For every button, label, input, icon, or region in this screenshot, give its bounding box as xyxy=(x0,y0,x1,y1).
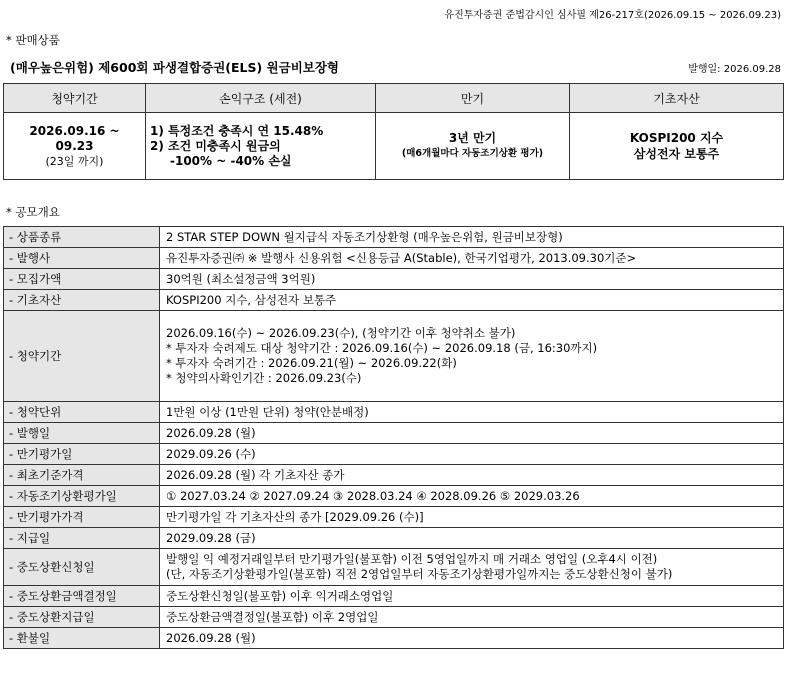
table-row xyxy=(4,423,784,444)
table-row xyxy=(4,402,784,423)
row-label: - 만기평가일 xyxy=(4,444,160,465)
offering-table xyxy=(3,226,784,649)
table-row xyxy=(4,465,784,486)
table-row xyxy=(4,528,784,549)
summary-maturity-cell xyxy=(376,113,570,180)
summary-table xyxy=(3,83,784,180)
period-end: 09.23 xyxy=(55,138,94,153)
period-days: (23일 까지) xyxy=(45,154,104,168)
row-label: - 자동조기상환평가일 xyxy=(4,486,160,507)
section-offering-heading: * 공모개요 xyxy=(6,205,60,219)
row-label: - 기초자산 xyxy=(4,290,160,311)
payoff-line-3: -100% ~ -40% 손실 xyxy=(170,153,292,168)
row-label: - 지급일 xyxy=(4,528,160,549)
row-label: - 모집가액 xyxy=(4,269,160,290)
table-row xyxy=(4,486,784,507)
table-row xyxy=(4,227,784,248)
table-row xyxy=(4,290,784,311)
row-value: 만기평가일 각 기초자산의 종가 [2029.09.26 (수)] xyxy=(160,507,784,528)
row-label: - 청약단위 xyxy=(4,402,160,423)
header-maturity: 만기 xyxy=(376,84,570,113)
row-label: - 청약기간 xyxy=(4,311,160,402)
payoff-line-2: 2) 조건 미충족시 원금의 xyxy=(150,138,281,153)
table-row xyxy=(4,586,784,607)
row-label: - 상품종류 xyxy=(4,227,160,248)
row-label: - 중도상환지급일 xyxy=(4,607,160,628)
row-label: - 환불일 xyxy=(4,628,160,649)
summary-payoff-cell xyxy=(146,113,376,180)
underlying-1: KOSPI200 지수 xyxy=(629,131,724,145)
table-row xyxy=(4,549,784,586)
row-label: - 발행사 xyxy=(4,248,160,269)
product-title: (매우높은위험) 제600회 파생결합증권(ELS) 원금비보장형 xyxy=(10,60,340,75)
row-value: 2026.09.28 (월) 각 기초자산 종가 xyxy=(160,465,784,486)
maturity-main: 3년 만기 xyxy=(448,131,497,145)
row-value: 2029.09.26 (수) xyxy=(160,444,784,465)
payoff-line-1: 1) 특정조건 충족시 연 15.48% xyxy=(150,123,324,138)
table-row xyxy=(4,507,784,528)
row-value: 2029.09.28 (금) xyxy=(160,528,784,549)
table-row xyxy=(4,444,784,465)
row-value: 1만원 이상 (1만원 단위) 청약(안분배정) xyxy=(160,402,784,423)
header-period: 청약기간 xyxy=(4,84,146,113)
header-underlying: 기초자산 xyxy=(570,84,784,113)
header-payoff: 손익구조 (세전) xyxy=(146,84,376,113)
review-note: 유진투자증권 준법감시인 심사필 제26-217호(2026.09.15 ~ 2026.09.23) xyxy=(444,10,781,21)
maturity-sub: (매6개월마다 자동조기상환 평가) xyxy=(401,148,544,159)
row-value: 중도상환신청일(불포함) 이후 익거래소영업일 xyxy=(160,586,784,607)
table-row xyxy=(4,248,784,269)
row-label: - 중도상환신청일 xyxy=(4,549,160,586)
period-start: 2026.09.16 ~ xyxy=(29,123,120,138)
row-value: 2026.09.16(수) ~ 2026.09.23(수), (청약기간 이후 청약취소 불가) * 투자자 숙려제도 대상 청약기간 : 2026.09.16(수) ~ 2026.09.18 (금, 16:30까지) * 투자자 숙려기간 : 2026.09.21(월) ~ 2026.09.22(화) * 청약의사확인기간 : 2026.09.23(수) xyxy=(160,311,784,402)
table-row xyxy=(4,269,784,290)
row-value: 30억원 (최소설정금액 3억원) xyxy=(160,269,784,290)
row-label: - 최초기준가격 xyxy=(4,465,160,486)
row-label: - 만기평가가격 xyxy=(4,507,160,528)
row-value: 중도상환금액결정일(불포함) 이후 2영업일 xyxy=(160,607,784,628)
row-value: 2026.09.28 (월) xyxy=(160,423,784,444)
row-label: - 중도상환금액결정일 xyxy=(4,586,160,607)
row-value: 2 STAR STEP DOWN 월지급식 자동조기상환형 (매우높은위험, 원금비보장형) xyxy=(160,227,784,248)
table-row xyxy=(4,628,784,649)
summary-underlying-cell xyxy=(570,113,784,180)
row-value: 2026.09.28 (월) xyxy=(160,628,784,649)
row-value: 발행일 익 예정거래일부터 만기평가일(불포함) 이전 5영업일까지 매 거래소 영업일 (오후4시 이전) (단, 자동조기상환평가일(불포함) 직전 2영업일부터 자동조기상환평가일까지는 중도상환신청이 불가) xyxy=(160,549,784,586)
table-row xyxy=(4,311,784,402)
section-sales-heading: * 판매상품 xyxy=(6,33,60,47)
row-value: KOSPI200 지수, 삼성전자 보통주 xyxy=(160,290,784,311)
row-value: 유진투자증권㈜ ※ 발행사 신용위험 <신용등급 A(Stable), 한국기업평가, 2013.09.30기준> xyxy=(160,248,784,269)
table-row xyxy=(4,607,784,628)
issue-date: 발행일: 2026.09.28 xyxy=(688,64,781,75)
row-label: - 발행일 xyxy=(4,423,160,444)
row-value: ① 2027.03.24 ② 2027.09.24 ③ 2028.03.24 ④ 2028.09.26 ⑤ 2029.03.26 xyxy=(160,486,784,507)
underlying-2: 삼성전자 보통주 xyxy=(633,147,720,161)
summary-period-cell xyxy=(4,113,146,180)
